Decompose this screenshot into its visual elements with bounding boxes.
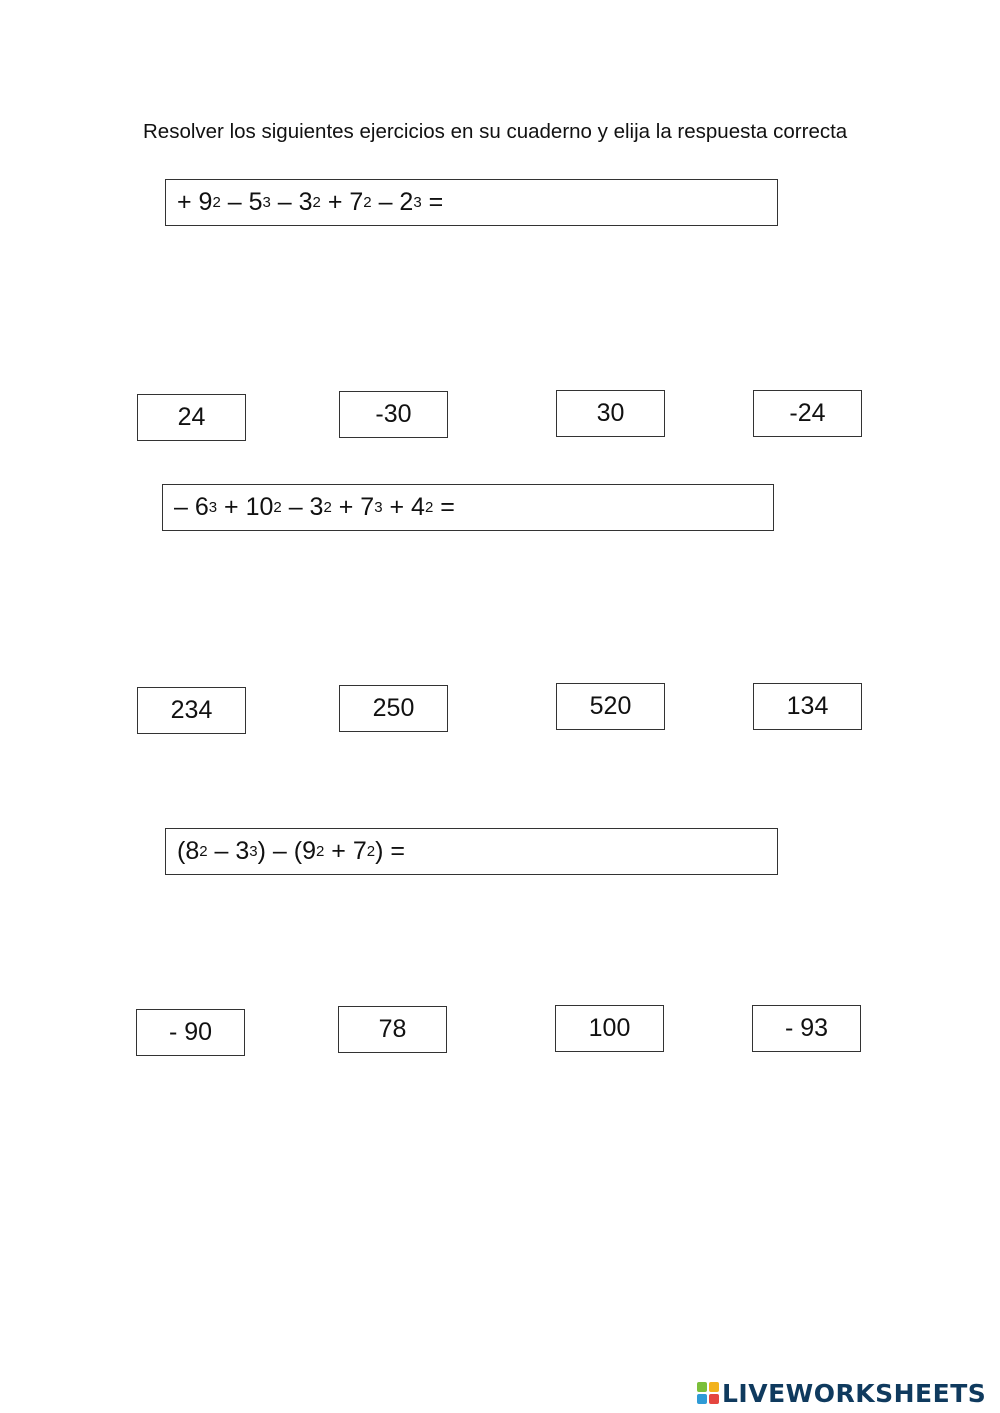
- exercise-1-option-3[interactable]: 30: [556, 390, 665, 437]
- exercise-2-option-4[interactable]: 134: [753, 683, 862, 730]
- exercise-3-option-2[interactable]: 78: [338, 1006, 447, 1053]
- exercise-3-option-3[interactable]: 100: [555, 1005, 664, 1052]
- logo-square-green: [697, 1382, 707, 1392]
- instructions-text: Resolver los siguientes ejercicios en su cuaderno y elija la respuesta correcta: [143, 120, 848, 143]
- exercise-3-expression: (8 2 – 3 3 ) – (9 2 + 7 2 ) =: [165, 828, 778, 875]
- exercise-3-option-1[interactable]: - 90: [136, 1009, 245, 1056]
- liveworksheets-logo: [697, 1378, 986, 1408]
- exercise-2-expression: – 6 3 + 10 2 – 3 2 + 7 3 + 4 2 =: [162, 484, 774, 531]
- logo-square-blue: [697, 1394, 707, 1404]
- exercise-1-expression: + 9 2 – 5 3 – 3 2 + 7 2 – 2 3 =: [165, 179, 778, 226]
- exercise-2-option-3[interactable]: 520: [556, 683, 665, 730]
- exercise-1-option-1[interactable]: 24: [137, 394, 246, 441]
- exercise-1-option-2[interactable]: -30: [339, 391, 448, 438]
- logo-square-red: [709, 1394, 719, 1404]
- exercise-2-option-2[interactable]: 250: [339, 685, 448, 732]
- exercise-2-option-1[interactable]: 234: [137, 687, 246, 734]
- logo-square-yellow: [709, 1382, 719, 1392]
- exercise-3-option-4[interactable]: - 93: [752, 1005, 861, 1052]
- liveworksheets-logo-icon: [697, 1382, 719, 1404]
- exercise-1-option-4[interactable]: -24: [753, 390, 862, 437]
- logo-text: LIVEWORKSHEETS: [722, 1378, 987, 1408]
